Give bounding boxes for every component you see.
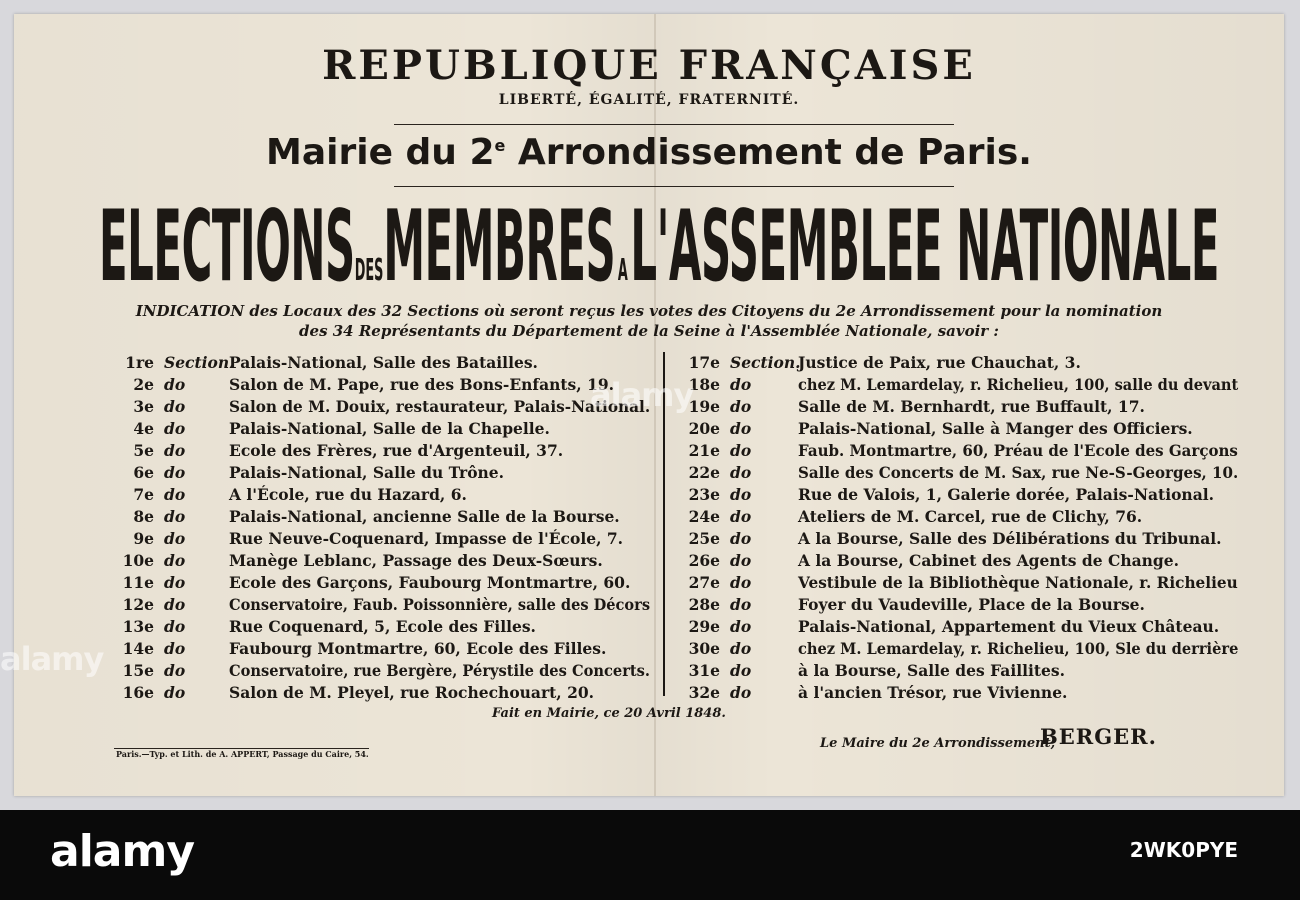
section-row	[682, 440, 1242, 462]
section-number: 2e	[133, 375, 154, 394]
section-ditto: do	[730, 683, 752, 702]
section-number: 9e	[133, 529, 154, 548]
section-ditto: do	[730, 573, 752, 592]
section-number: 15e	[122, 661, 154, 680]
section-row	[114, 418, 654, 440]
section-row	[682, 616, 1242, 638]
section-row	[114, 374, 654, 396]
section-row	[114, 440, 654, 462]
section-number: 27e	[688, 573, 720, 592]
section-number: 8e	[133, 507, 154, 526]
section-location: Rue Coquenard, 5, Ecole des Filles.	[229, 617, 536, 636]
section-ditto: do	[164, 463, 186, 482]
section-number: 19e	[688, 397, 720, 416]
section-ditto: do	[164, 507, 186, 526]
printer-imprint: Paris.—Typ. et Lith. de A. APPERT, Passage du Caire, 54.	[116, 749, 369, 759]
section-number: 1re	[125, 353, 154, 372]
title-word: MEMBRES	[383, 190, 616, 304]
section-number: 4e	[133, 419, 154, 438]
section-ditto: do	[164, 551, 186, 570]
section-number: 26e	[688, 551, 720, 570]
title-word: DES	[354, 253, 384, 288]
section-row	[114, 616, 654, 638]
section-location: A l'École, rue du Hazard, 6.	[229, 485, 467, 504]
section-number: 31e	[688, 661, 720, 680]
section-row	[682, 462, 1242, 484]
title-word: L'ASSEMBLEE NATIONALE	[630, 190, 1220, 304]
mairie-heading	[14, 132, 1284, 173]
section-ditto: do	[730, 617, 752, 636]
section-row	[682, 418, 1242, 440]
section-ditto: do	[730, 507, 752, 526]
section-row	[114, 660, 654, 682]
section-row	[682, 638, 1242, 660]
section-location: Ecole des Garçons, Faubourg Montmartre, 60.	[229, 573, 631, 592]
section-location: Salon de M. Pleyel, rue Rochechouart, 20.	[229, 683, 595, 702]
section-location: Palais-National, Salle à Manger des Officiers.	[798, 419, 1193, 438]
divider-rule	[394, 124, 954, 125]
section-location: Salle des Concerts de M. Sax, rue Ne-S-Georges, 10.	[798, 463, 1239, 482]
section-number: 25e	[688, 529, 720, 548]
section-location: Salle de M. Bernhardt, rue Buffault, 17.	[798, 397, 1145, 416]
section-ditto: do	[730, 397, 752, 416]
section-number: 20e	[688, 419, 720, 438]
title-word: A	[617, 253, 628, 288]
mairie-text: Mairie du 2	[266, 132, 495, 173]
section-row	[682, 352, 1242, 374]
mairie-ordinal: e	[494, 136, 506, 155]
section-row	[114, 594, 654, 616]
section-location: Faub. Montmartre, 60, Préau de l'Ecole des Garçons	[798, 441, 1238, 460]
section-number: 12e	[122, 595, 154, 614]
section-location: Salon de M. Pape, rue des Bons-Enfants, 19.	[229, 375, 615, 394]
section-row	[114, 352, 654, 374]
stock-image-id: 2WK0PYE	[1129, 838, 1238, 862]
section-number: 32e	[688, 683, 720, 702]
republic-heading: REPUBLIQUE FRANÇAISE	[322, 42, 976, 89]
section-ditto: do	[164, 683, 186, 702]
section-row	[114, 506, 654, 528]
section-row	[114, 528, 654, 550]
section-ditto: do	[730, 419, 752, 438]
section-location: Palais-National, ancienne Salle de la Bourse.	[229, 507, 620, 526]
section-number: 11e	[122, 573, 154, 592]
section-location: chez M. Lemardelay, r. Richelieu, 100, salle du devant	[798, 375, 1239, 394]
section-row	[682, 594, 1242, 616]
section-row	[682, 550, 1242, 572]
section-ditto: do	[730, 551, 752, 570]
section-number: 28e	[688, 595, 720, 614]
section-number: 6e	[133, 463, 154, 482]
section-row	[114, 462, 654, 484]
section-ditto: do	[164, 441, 186, 460]
section-row	[682, 396, 1242, 418]
section-location: chez M. Lemardelay, r. Richelieu, 100, Sle du derrière	[798, 639, 1239, 658]
section-number: 23e	[688, 485, 720, 504]
section-location: Faubourg Montmartre, 60, Ecole des Filles.	[229, 639, 607, 658]
section-number: 14e	[122, 639, 154, 658]
section-number: 22e	[688, 463, 720, 482]
section-number: 18e	[688, 375, 720, 394]
section-location: Rue de Valois, 1, Galerie dorée, Palais-National.	[798, 485, 1215, 504]
section-ditto: do	[164, 397, 186, 416]
section-ditto: do	[164, 639, 186, 658]
section-row	[114, 572, 654, 594]
section-row	[682, 484, 1242, 506]
section-number: 16e	[122, 683, 154, 702]
mairie-text-end: Arrondissement de Paris.	[505, 132, 1032, 173]
section-row	[114, 396, 654, 418]
section-location: Conservatoire, Faub. Poissonnière, salle des Décors	[229, 595, 651, 614]
fait-en-mairie: Fait en Mairie, ce 20 Avril 1848.	[492, 706, 726, 721]
section-ditto: do	[164, 529, 186, 548]
section-ditto: do	[164, 573, 186, 592]
elections-title	[99, 192, 1219, 302]
section-ditto: do	[730, 485, 752, 504]
watermark-logo: alamy	[590, 376, 694, 414]
section-ditto: do	[730, 595, 752, 614]
section-row	[682, 374, 1242, 396]
section-ditto: do	[164, 485, 186, 504]
section-ditto: do	[164, 661, 186, 680]
section-row	[682, 660, 1242, 682]
section-ditto: Section.	[164, 353, 235, 372]
section-ditto: do	[730, 463, 752, 482]
alamy-logo: alamy	[50, 826, 194, 877]
watermark-logo: alamy	[0, 640, 104, 678]
title-word: ELECTIONS	[99, 190, 355, 304]
signature-berger: BERGER.	[1040, 724, 1157, 749]
section-ditto: do	[730, 375, 752, 394]
section-number: 5e	[133, 441, 154, 460]
divider-rule	[394, 186, 954, 187]
section-number: 17e	[688, 353, 720, 372]
section-location: Conservatoire, rue Bergère, Pérystile des Concerts.	[229, 661, 651, 680]
indication-line-1: INDICATION des Locaux des 32 Sections où seront reçus les votes des Citoyens du 2e Arrondissement pour la nomination	[135, 302, 1163, 320]
section-ditto: do	[730, 529, 752, 548]
section-location: Vestibule de la Bibliothèque Nationale, r. Richelieu	[798, 573, 1238, 592]
section-ditto: do	[730, 639, 752, 658]
section-number: 21e	[688, 441, 720, 460]
section-location: Salon de M. Douix, restaurateur, Palais-National.	[229, 397, 651, 416]
section-row	[682, 682, 1242, 704]
section-row	[682, 528, 1242, 550]
section-ditto: do	[164, 419, 186, 438]
section-row	[682, 572, 1242, 594]
section-location: A la Bourse, Salle des Délibérations du Tribunal.	[798, 529, 1222, 548]
stock-footer-bar	[0, 810, 1300, 900]
section-location: Ateliers de M. Carcel, rue de Clichy, 76.	[798, 507, 1143, 526]
section-location: Palais-National, Salle des Batailles.	[229, 353, 538, 372]
section-ditto: do	[730, 661, 752, 680]
section-location: Palais-National, Appartement du Vieux Château.	[798, 617, 1220, 636]
section-number: 10e	[122, 551, 154, 570]
section-row	[682, 506, 1242, 528]
section-number: 3e	[133, 397, 154, 416]
section-location: à l'ancien Trésor, rue Vivienne.	[798, 683, 1068, 702]
section-location: Justice de Paix, rue Chauchat, 3.	[798, 353, 1081, 372]
section-row	[114, 550, 654, 572]
section-ditto: do	[730, 441, 752, 460]
section-location: Palais-National, Salle du Trône.	[229, 463, 505, 482]
section-number: 13e	[122, 617, 154, 636]
section-location: Palais-National, Salle de la Chapelle.	[229, 419, 550, 438]
section-ditto: Section.	[730, 353, 801, 372]
section-ditto: do	[164, 375, 186, 394]
section-location: Foyer du Vaudeville, Place de la Bourse.	[798, 595, 1145, 614]
section-location: Rue Neuve-Coquenard, Impasse de l'École, 7.	[229, 529, 624, 548]
section-location: Manège Leblanc, Passage des Deux-Sœurs.	[229, 551, 603, 570]
indication-line-2: des 34 Représentants du Département de la Seine à l'Assemblée Nationale, savoir :	[299, 322, 999, 340]
section-row	[114, 484, 654, 506]
section-ditto: do	[164, 595, 186, 614]
section-location: A la Bourse, Cabinet des Agents de Change.	[798, 551, 1180, 570]
sections-right-column	[682, 352, 1242, 704]
section-row	[114, 682, 654, 704]
section-number: 7e	[133, 485, 154, 504]
section-location: Ecole des Frères, rue d'Argenteuil, 37.	[229, 441, 564, 460]
section-number: 24e	[688, 507, 720, 526]
section-number: 29e	[688, 617, 720, 636]
section-row	[114, 638, 654, 660]
section-location: à la Bourse, Salle des Faillites.	[798, 661, 1066, 680]
sections-left-column	[114, 352, 654, 704]
maire-title: Le Maire du 2e Arrondissement,	[820, 736, 1056, 751]
section-ditto: do	[164, 617, 186, 636]
motto: LIBERTÉ, ÉGALITÉ, FRATERNITÉ.	[498, 92, 800, 108]
section-number: 30e	[688, 639, 720, 658]
